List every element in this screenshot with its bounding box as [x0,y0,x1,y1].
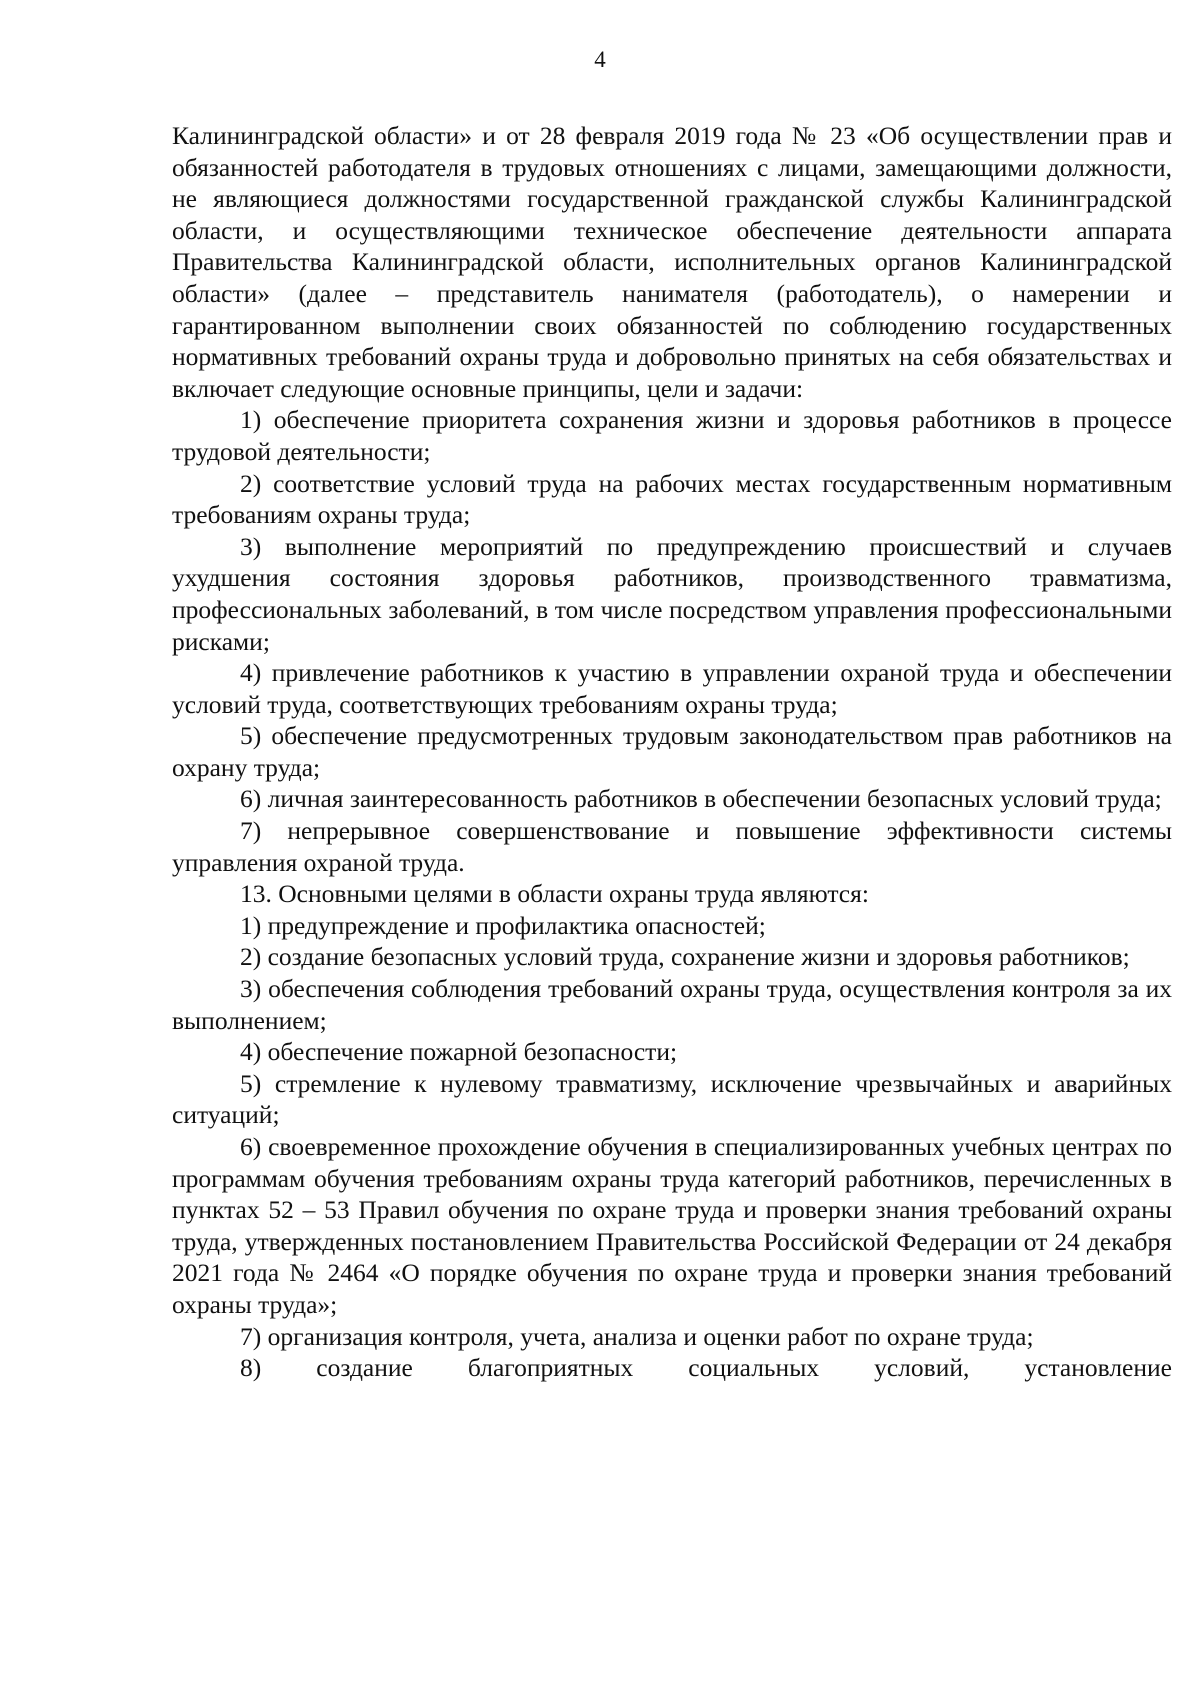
goal-item-6: 6) своевременное прохождение обучения в специализированных учебных центрах по программам обучения требованиям охраны труда категорий работников, перечисленных в пунктах 52 – 53 Правил обучения по охране труда и проверки знания требований охраны труда, утвержденных постановлением Правительства Российской Федерации от 24 декабря 2021 года № 2464 «О порядке обучения по охране труда и проверки знания требований охраны труда»; [172,1132,1172,1319]
page-number: 4 [594,47,606,72]
principle-item-6: 6) личная заинтересованность работников в обеспечении безопасных условий труда; [240,784,1162,814]
goal-item-5: 5) стремление к нулевому травматизму, исключение чрезвычайных и аварийных ситуаций; [172,1068,1172,1130]
goal-item-3: 3) обеспечения соблюдения требований охраны труда, осуществления контроля за их выполнением; [172,974,1172,1035]
goal-item-2: 2) создание безопасных условий труда, сохранение жизни и здоровья работников; [240,942,1130,972]
goal-item-4: 4) обеспечение пожарной безопасности; [240,1037,678,1067]
principle-item-5: 5) обеспечение предусмотренных трудовым законодательством прав работников на охрану труда; [172,721,1172,782]
section-13-heading: 13. Основными целями в области охраны труда являются: [240,879,869,909]
principle-item-7: 7) непрерывное совершенствование и повышение эффективности системы управления охраной труда. [172,816,1172,877]
principle-item-4: 4) привлечение работников к участию в управлении охраной труда и обеспечении условий труда, соответствующих требованиям охраны труда; [172,658,1172,719]
principle-item-3: 3) выполнение мероприятий по предупреждению происшествий и случаев ухудшения состояния здоровья работников, производственного травматизма, профессиональных заболеваний, в том числе посредством управления профессиональными рисками; [172,531,1172,656]
document-body [172,120,1172,1384]
principle-item-1: 1) обеспечение приоритета сохранения жизни и здоровья работников в процессе трудовой деятельности; [172,405,1172,466]
goal-item-1: 1) предупреждение и профилактика опасностей; [240,910,766,940]
principle-item-2: 2) соответствие условий труда на рабочих местах государственным нормативным требованиям охраны труда; [172,468,1172,530]
goal-item-8: 8) создание благоприятных социальных условий, установление [240,1353,1172,1383]
goal-item-7: 7) организация контроля, учета, анализа и оценки работ по охране труда; [240,1321,1034,1351]
intro-paragraph: Калининградской области» и от 28 февраля 2019 года № 23 «Об осуществлении прав и обязанностей работодателя в трудовых отношениях с лицами, замещающими должности, не являющиеся должностями государственной гражданской службы Калининградской области, и осуществляющими техническое обеспечение деятельности аппарата Правительства Калининградской области, исполнительных органов Калининградской области» (далее – представитель нанимателя (работодатель), о намерении и гарантированном выполнении своих обязанностей по соблюдению государственных нормативных требований охраны труда и добровольно принятых на себя обязательствах и включает следующие основные принципы, цели и задачи: [172,121,1172,403]
